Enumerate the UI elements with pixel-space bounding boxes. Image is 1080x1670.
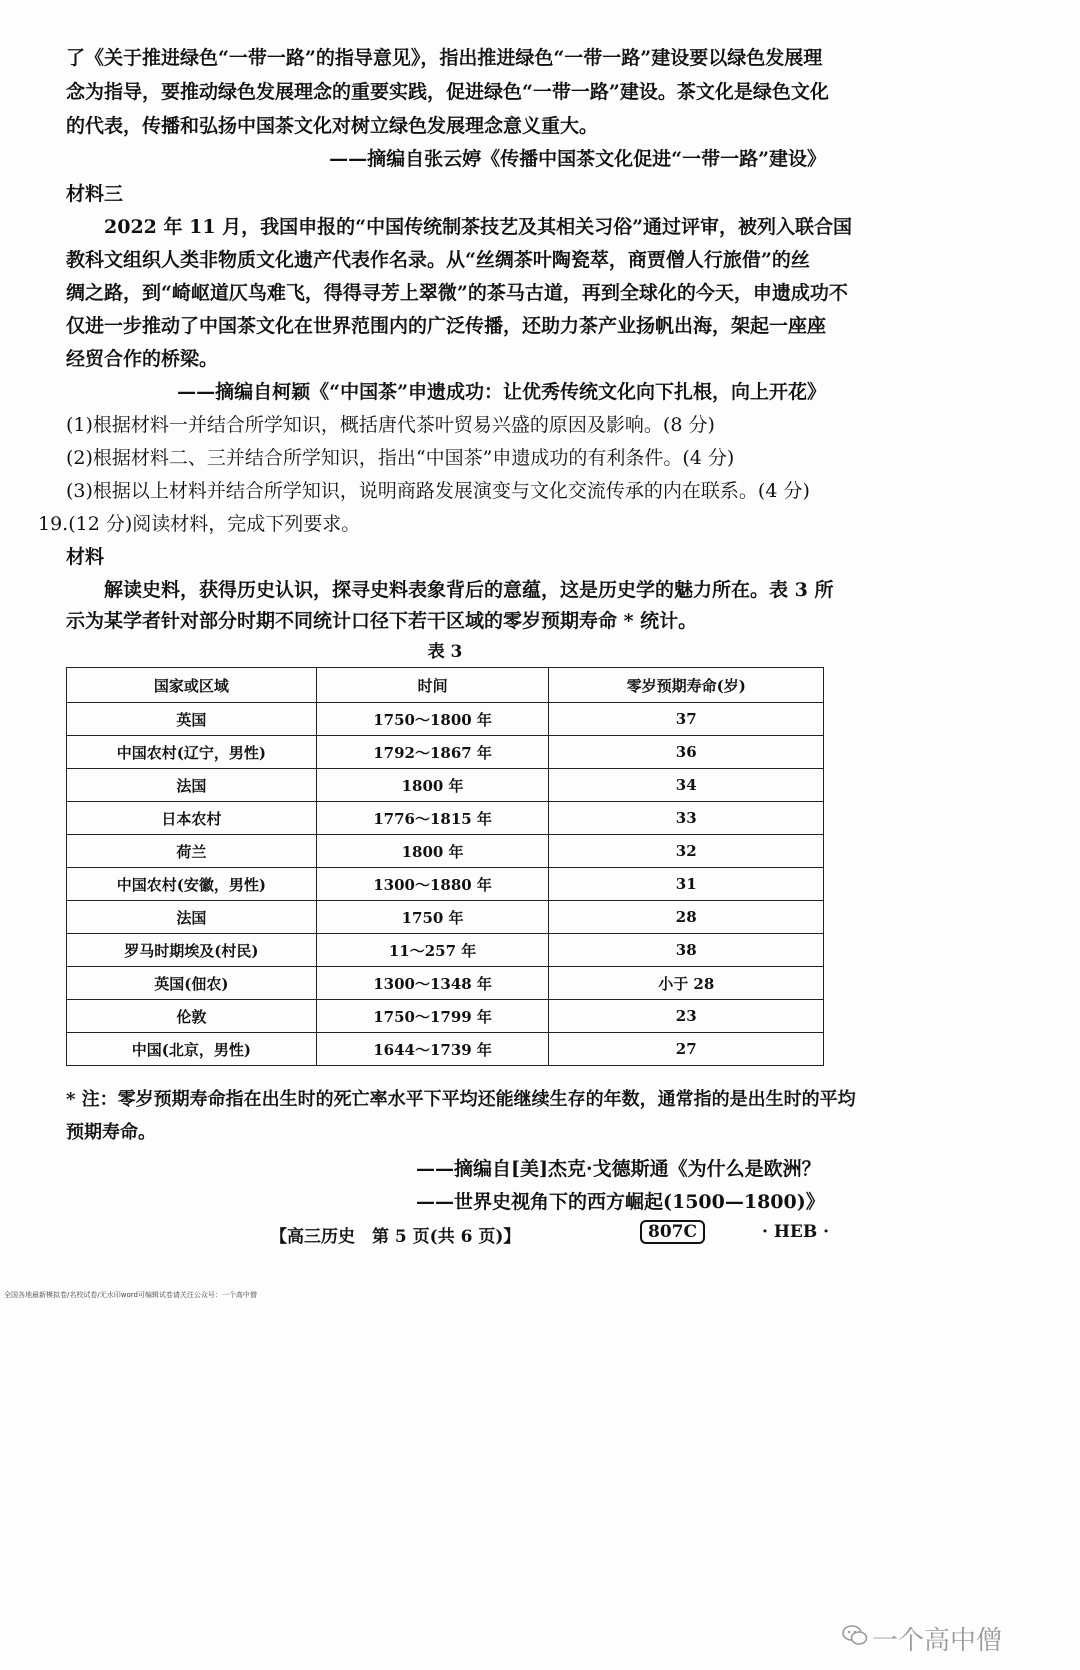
table-cell: 34 [549,769,824,802]
table-cell: 28 [549,901,824,934]
table-cell: 罗马时期埃及(村民) [67,934,317,967]
table-cell: 38 [549,934,824,967]
table-cell: 1750～1800 年 [316,703,549,736]
source-citation: ——摘编自柯颖《“中国茶”申遗成功：让优秀传统文化向下扎根，向上开花》 [177,381,826,403]
text-line: 教科文组织人类非物质文化遗产代表作名录。从“丝绸茶叶陶瓷萃，商贾僧人行旅借”的丝 [66,249,810,271]
question-item: (3)根据以上材料并结合所学知识，说明商路发展演变与文化交流传承的内在联系。(4 分) [66,480,810,502]
table-row [67,1000,824,1033]
table-cell: 1750～1799 年 [316,1000,549,1033]
table-row [67,736,824,769]
text-line: 解读史料，获得历史认识，探寻史料表象背后的意蕴，这是历史学的魅力所在。表 3 所 [104,579,834,601]
column-header: 零岁预期寿命(岁) [549,668,824,703]
column-header: 时间 [316,668,549,703]
table-cell: 1300～1348 年 [316,967,549,1000]
table-cell: 1776～1815 年 [316,802,549,835]
material-heading: 材料 [66,546,105,568]
table-row [67,835,824,868]
table-row [67,1033,824,1066]
table-cell: 荷兰 [67,835,317,868]
table-cell: 1300～1880 年 [316,868,549,901]
table-row [67,934,824,967]
table-note: * 注：零岁预期寿命指在出生时的死亡率水平下平均还能继续生存的年数，通常指的是出生时的平均 [66,1089,856,1110]
text-line: 了《关于推进绿色“一带一路”的指导意见》，指出推进绿色“一带一路”建设要以绿色发展理 [66,47,823,69]
table-cell: 中国(北京，男性) [67,1033,317,1066]
table-cell: 小于 28 [549,967,824,1000]
column-header: 国家或区域 [67,668,317,703]
question-item: (2)根据材料二、三并结合所学知识，指出“中国茶”申遗成功的有利条件。(4 分) [66,447,735,469]
page-footer: 【高三历史 第 5 页(共 6 页)】 [270,1227,521,1247]
text-line: 绸之路，到“崎岖道仄鸟难飞，得得寻芳上翠微”的茶马古道，再到全球化的今天，申遗成功不 [66,282,848,304]
table-row [67,769,824,802]
question-item: (1)根据材料一并结合所学知识，概括唐代茶叶贸易兴盛的原因及影响。(8 分) [66,414,715,436]
table-cell: 31 [549,868,824,901]
table-cell: 法国 [67,901,317,934]
table-cell: 33 [549,802,824,835]
text-line: 经贸合作的桥梁。 [66,348,219,370]
table-cell: 32 [549,835,824,868]
account-watermark: 一个高中僧 [871,1626,1002,1656]
table-cell: 伦敦 [67,1000,317,1033]
table-cell: 中国农村(辽宁，男性) [67,736,317,769]
text-line: 示为某学者针对部分时期不同统计口径下若干区域的零岁预期寿命 * 统计。 [66,610,698,632]
life-expectancy-table [66,667,824,1066]
table-row [67,967,824,1000]
table-cell: 中国农村(安徽，男性) [67,868,317,901]
table-cell: 1792～1867 年 [316,736,549,769]
table-row [67,901,824,934]
table-row [67,802,824,835]
table-cell: 37 [549,703,824,736]
source-citation: ——摘编自[美]杰克·戈德斯通《为什么是欧洲？ [416,1158,821,1180]
text-line: 仅进一步推动了中国茶文化在世界范围内的广泛传播，还助力茶产业扬帆出海，架起一座座 [66,315,827,337]
distribution-note: 全国各地最新模拟卷/名校试卷/无水印word可编辑试卷请关注公众号：一个高中僧 [4,1291,257,1299]
table-cell: 1800 年 [316,769,549,802]
paper-code: 807C [640,1220,705,1244]
table-cell: 1750 年 [316,901,549,934]
table-cell: 英国(佃农) [67,967,317,1000]
source-citation: ——摘编自张云婷《传播中国茶文化促进“一带一路”建设》 [329,148,826,170]
table-cell: 11～257 年 [316,934,549,967]
region-code: · HEB · [762,1222,830,1242]
source-citation: ——世界史视角下的西方崛起(1500—1800)》 [416,1191,825,1213]
table-header-row [67,668,824,703]
table-row [67,868,824,901]
table-row [67,703,824,736]
question-stem: 19.(12 分)阅读材料，完成下列要求。 [38,513,361,535]
table-cell: 英国 [67,703,317,736]
table-cell: 1644～1739 年 [316,1033,549,1066]
text-line: 的代表，传播和弘扬中国茶文化对树立绿色发展理念意义重大。 [66,115,599,137]
wechat-icon [842,1624,868,1646]
table-cell: 36 [549,736,824,769]
table-cell: 法国 [67,769,317,802]
material-heading: 材料三 [66,183,124,205]
table-cell: 27 [549,1033,824,1066]
table-cell: 1800 年 [316,835,549,868]
paper-code-badge [640,1222,705,1242]
text-line: 2022 年 11 月，我国申报的“中国传统制茶技艺及其相关习俗”通过评审，被列入联合国 [104,216,853,238]
table-cell: 日本农村 [67,802,317,835]
table-cell: 23 [549,1000,824,1033]
table-note: 预期寿命。 [66,1122,156,1143]
table-caption: 表 3 [427,642,463,662]
text-line: 念为指导，要推动绿色发展理念的重要实践，促进绿色“一带一路”建设。茶文化是绿色文化 [66,81,829,103]
